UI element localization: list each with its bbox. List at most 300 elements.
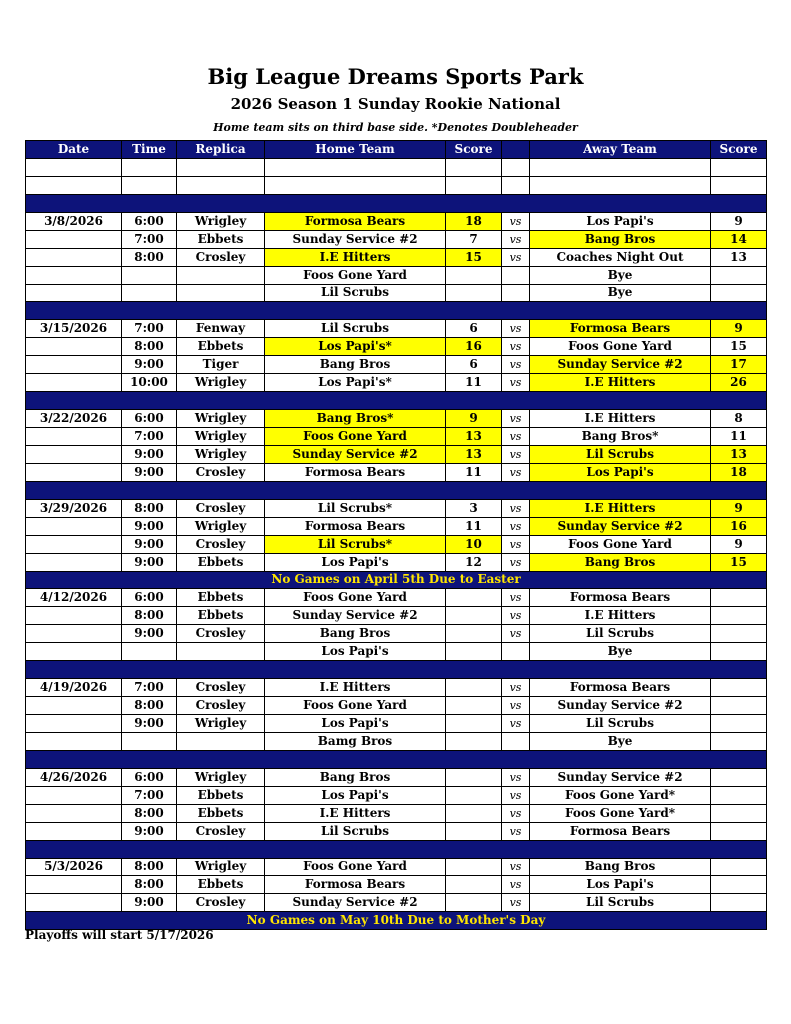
home-team-cell: Los Papi's bbox=[265, 715, 446, 733]
home-team-cell: Los Papi's* bbox=[265, 374, 446, 392]
away-score-cell bbox=[711, 715, 767, 733]
date-cell bbox=[26, 266, 122, 284]
away-team-cell: Bang Bros bbox=[530, 553, 711, 571]
home-score-cell bbox=[446, 732, 502, 750]
away-score-cell bbox=[711, 625, 767, 643]
col-header-away-team: Away Team bbox=[530, 141, 711, 159]
empty-cell bbox=[502, 158, 530, 176]
game-row bbox=[26, 715, 767, 733]
home-score-cell: 9 bbox=[446, 410, 502, 428]
game-row bbox=[26, 266, 767, 284]
home-score-cell: 18 bbox=[446, 212, 502, 230]
replica-cell: Crosley bbox=[177, 822, 265, 840]
away-team-cell: I.E Hitters bbox=[530, 410, 711, 428]
away-score-cell: 8 bbox=[711, 410, 767, 428]
away-score-cell bbox=[711, 894, 767, 912]
time-cell: 8:00 bbox=[122, 804, 177, 822]
away-score-cell: 18 bbox=[711, 463, 767, 481]
away-team-cell: Bye bbox=[530, 643, 711, 661]
date-cell: 5/3/2026 bbox=[26, 858, 122, 876]
home-team-cell: Formosa Bears bbox=[265, 212, 446, 230]
time-cell: 7:00 bbox=[122, 320, 177, 338]
home-team-cell: Sunday Service #2 bbox=[265, 607, 446, 625]
vs-cell: vs bbox=[502, 607, 530, 625]
home-score-cell bbox=[446, 822, 502, 840]
replica-cell: Ebbets bbox=[177, 786, 265, 804]
no-games-note: No Games on May 10th Due to Mother's Day bbox=[26, 912, 767, 930]
away-team-cell: Foos Gone Yard* bbox=[530, 786, 711, 804]
date-cell: 4/12/2026 bbox=[26, 589, 122, 607]
date-cell bbox=[26, 338, 122, 356]
away-team-cell: Foos Gone Yard* bbox=[530, 804, 711, 822]
game-row bbox=[26, 410, 767, 428]
replica-cell bbox=[177, 732, 265, 750]
home-team-cell: Formosa Bears bbox=[265, 463, 446, 481]
col-header-away-score: Score bbox=[711, 141, 767, 159]
replica-cell: Wrigley bbox=[177, 768, 265, 786]
date-cell bbox=[26, 607, 122, 625]
replica-cell: Crosley bbox=[177, 894, 265, 912]
away-score-cell bbox=[711, 284, 767, 302]
away-score-cell bbox=[711, 822, 767, 840]
replica-cell: Wrigley bbox=[177, 374, 265, 392]
time-cell: 9:00 bbox=[122, 445, 177, 463]
col-header-date: Date bbox=[26, 141, 122, 159]
time-cell: 8:00 bbox=[122, 338, 177, 356]
time-cell: 10:00 bbox=[122, 374, 177, 392]
replica-cell: Fenway bbox=[177, 320, 265, 338]
away-score-cell: 9 bbox=[711, 499, 767, 517]
away-score-cell bbox=[711, 858, 767, 876]
game-row bbox=[26, 338, 767, 356]
date-cell bbox=[26, 428, 122, 446]
date-cell: 3/29/2026 bbox=[26, 499, 122, 517]
no-games-note-row bbox=[26, 571, 767, 589]
vs-cell: vs bbox=[502, 804, 530, 822]
home-score-cell bbox=[446, 697, 502, 715]
home-score-cell: 6 bbox=[446, 320, 502, 338]
vs-cell: vs bbox=[502, 679, 530, 697]
away-score-cell: 11 bbox=[711, 428, 767, 446]
away-team-cell: Formosa Bears bbox=[530, 589, 711, 607]
vs-cell bbox=[502, 266, 530, 284]
home-team-cell: Foos Gone Yard bbox=[265, 858, 446, 876]
vs-cell: vs bbox=[502, 445, 530, 463]
replica-cell: Wrigley bbox=[177, 428, 265, 446]
home-score-cell: 13 bbox=[446, 428, 502, 446]
time-cell bbox=[122, 643, 177, 661]
schedule-table bbox=[25, 140, 767, 930]
away-team-cell: Los Papi's bbox=[530, 463, 711, 481]
home-score-cell bbox=[446, 607, 502, 625]
blank-row bbox=[26, 158, 767, 176]
away-score-cell: 13 bbox=[711, 248, 767, 266]
replica-cell bbox=[177, 643, 265, 661]
away-score-cell: 15 bbox=[711, 338, 767, 356]
date-cell bbox=[26, 732, 122, 750]
time-cell: 6:00 bbox=[122, 212, 177, 230]
home-team-cell: I.E Hitters bbox=[265, 248, 446, 266]
time-cell bbox=[122, 266, 177, 284]
home-score-cell: 12 bbox=[446, 553, 502, 571]
home-team-cell: Bang Bros bbox=[265, 356, 446, 374]
replica-cell: Ebbets bbox=[177, 804, 265, 822]
away-team-cell: Lil Scrubs bbox=[530, 445, 711, 463]
away-team-cell: Formosa Bears bbox=[530, 320, 711, 338]
vs-cell: vs bbox=[502, 320, 530, 338]
game-row bbox=[26, 230, 767, 248]
away-score-cell bbox=[711, 607, 767, 625]
replica-cell: Crosley bbox=[177, 535, 265, 553]
home-score-cell bbox=[446, 589, 502, 607]
home-team-cell: Bang Bros bbox=[265, 625, 446, 643]
game-row bbox=[26, 248, 767, 266]
home-team-cell: Lil Scrubs bbox=[265, 284, 446, 302]
empty-cell bbox=[265, 176, 446, 194]
empty-cell bbox=[122, 176, 177, 194]
away-team-cell: Lil Scrubs bbox=[530, 894, 711, 912]
empty-cell bbox=[122, 158, 177, 176]
col-header-replica: Replica bbox=[177, 141, 265, 159]
week-separator-row bbox=[26, 392, 767, 410]
game-row bbox=[26, 428, 767, 446]
game-row bbox=[26, 894, 767, 912]
time-cell: 9:00 bbox=[122, 356, 177, 374]
replica-cell: Crosley bbox=[177, 248, 265, 266]
time-cell: 8:00 bbox=[122, 248, 177, 266]
vs-cell: vs bbox=[502, 338, 530, 356]
replica-cell: Crosley bbox=[177, 499, 265, 517]
away-team-cell: Sunday Service #2 bbox=[530, 697, 711, 715]
home-score-cell bbox=[446, 876, 502, 894]
game-row bbox=[26, 499, 767, 517]
replica-cell: Crosley bbox=[177, 697, 265, 715]
time-cell: 8:00 bbox=[122, 607, 177, 625]
time-cell: 7:00 bbox=[122, 679, 177, 697]
replica-cell: Ebbets bbox=[177, 553, 265, 571]
date-cell bbox=[26, 697, 122, 715]
away-score-cell bbox=[711, 266, 767, 284]
away-team-cell: I.E Hitters bbox=[530, 607, 711, 625]
away-team-cell: I.E Hitters bbox=[530, 499, 711, 517]
vs-cell: vs bbox=[502, 212, 530, 230]
game-row bbox=[26, 786, 767, 804]
time-cell: 6:00 bbox=[122, 768, 177, 786]
separator-cell bbox=[26, 750, 767, 768]
game-row bbox=[26, 625, 767, 643]
vs-cell: vs bbox=[502, 553, 530, 571]
game-row bbox=[26, 607, 767, 625]
home-score-cell bbox=[446, 715, 502, 733]
away-score-cell: 9 bbox=[711, 320, 767, 338]
home-score-cell: 3 bbox=[446, 499, 502, 517]
home-team-cell: Bamg Bros bbox=[265, 732, 446, 750]
game-row bbox=[26, 822, 767, 840]
away-score-cell: 17 bbox=[711, 356, 767, 374]
home-team-cell: Los Papi's* bbox=[265, 338, 446, 356]
blank-row bbox=[26, 176, 767, 194]
date-cell bbox=[26, 553, 122, 571]
home-score-cell bbox=[446, 266, 502, 284]
away-team-cell: Bang Bros bbox=[530, 230, 711, 248]
away-score-cell: 13 bbox=[711, 445, 767, 463]
home-score-cell bbox=[446, 894, 502, 912]
col-header-home-score: Score bbox=[446, 141, 502, 159]
game-row bbox=[26, 858, 767, 876]
date-cell: 3/22/2026 bbox=[26, 410, 122, 428]
time-cell: 9:00 bbox=[122, 625, 177, 643]
header-row bbox=[26, 141, 767, 159]
away-score-cell: 9 bbox=[711, 535, 767, 553]
empty-cell bbox=[177, 176, 265, 194]
home-team-cell: Bang Bros bbox=[265, 768, 446, 786]
empty-cell bbox=[530, 176, 711, 194]
time-cell: 9:00 bbox=[122, 822, 177, 840]
replica-cell: Crosley bbox=[177, 625, 265, 643]
date-cell bbox=[26, 248, 122, 266]
away-team-cell: Lil Scrubs bbox=[530, 625, 711, 643]
home-team-cell: Foos Gone Yard bbox=[265, 428, 446, 446]
vs-cell: vs bbox=[502, 535, 530, 553]
home-score-cell: 6 bbox=[446, 356, 502, 374]
vs-cell: vs bbox=[502, 786, 530, 804]
replica-cell: Wrigley bbox=[177, 517, 265, 535]
away-score-cell bbox=[711, 697, 767, 715]
date-cell bbox=[26, 894, 122, 912]
game-row bbox=[26, 804, 767, 822]
home-team-cell: Lil Scrubs* bbox=[265, 535, 446, 553]
separator-cell bbox=[26, 481, 767, 499]
vs-cell: vs bbox=[502, 517, 530, 535]
replica-cell: Ebbets bbox=[177, 230, 265, 248]
replica-cell bbox=[177, 284, 265, 302]
page-subtitle: 2026 Season 1 Sunday Rookie National bbox=[230, 95, 561, 113]
away-score-cell bbox=[711, 732, 767, 750]
away-score-cell bbox=[711, 643, 767, 661]
home-score-cell: 13 bbox=[446, 445, 502, 463]
home-team-cell: Lil Scrubs bbox=[265, 822, 446, 840]
replica-cell: Crosley bbox=[177, 463, 265, 481]
game-row bbox=[26, 445, 767, 463]
vs-cell: vs bbox=[502, 858, 530, 876]
date-cell bbox=[26, 786, 122, 804]
vs-cell: vs bbox=[502, 715, 530, 733]
game-row bbox=[26, 356, 767, 374]
date-cell bbox=[26, 643, 122, 661]
time-cell bbox=[122, 284, 177, 302]
home-team-cell: Lil Scrubs bbox=[265, 320, 446, 338]
vs-cell bbox=[502, 643, 530, 661]
vs-cell: vs bbox=[502, 625, 530, 643]
home-score-cell bbox=[446, 284, 502, 302]
away-team-cell: Sunday Service #2 bbox=[530, 356, 711, 374]
empty-cell bbox=[711, 158, 767, 176]
home-team-cell: Los Papi's bbox=[265, 553, 446, 571]
schedule-body bbox=[26, 158, 767, 929]
date-cell bbox=[26, 374, 122, 392]
home-score-cell: 11 bbox=[446, 463, 502, 481]
home-team-cell: Formosa Bears bbox=[265, 876, 446, 894]
home-score-cell bbox=[446, 679, 502, 697]
away-team-cell: Bang Bros bbox=[530, 858, 711, 876]
replica-cell bbox=[177, 266, 265, 284]
game-row bbox=[26, 535, 767, 553]
away-score-cell bbox=[711, 589, 767, 607]
date-cell: 3/15/2026 bbox=[26, 320, 122, 338]
col-header-time: Time bbox=[122, 141, 177, 159]
away-score-cell: 14 bbox=[711, 230, 767, 248]
away-team-cell: Foos Gone Yard bbox=[530, 535, 711, 553]
time-cell: 9:00 bbox=[122, 553, 177, 571]
separator-cell bbox=[26, 302, 767, 320]
away-score-cell bbox=[711, 679, 767, 697]
vs-cell: vs bbox=[502, 230, 530, 248]
week-separator-row bbox=[26, 661, 767, 679]
away-team-cell: Los Papi's bbox=[530, 212, 711, 230]
time-cell: 9:00 bbox=[122, 517, 177, 535]
away-score-cell: 26 bbox=[711, 374, 767, 392]
game-row bbox=[26, 212, 767, 230]
time-cell: 8:00 bbox=[122, 697, 177, 715]
away-team-cell: Bye bbox=[530, 732, 711, 750]
away-team-cell: Sunday Service #2 bbox=[530, 517, 711, 535]
replica-cell: Ebbets bbox=[177, 338, 265, 356]
game-row bbox=[26, 643, 767, 661]
date-cell bbox=[26, 230, 122, 248]
away-team-cell: Formosa Bears bbox=[530, 822, 711, 840]
home-score-cell: 11 bbox=[446, 517, 502, 535]
game-row bbox=[26, 679, 767, 697]
vs-cell: vs bbox=[502, 822, 530, 840]
away-team-cell: Bye bbox=[530, 266, 711, 284]
empty-cell bbox=[446, 176, 502, 194]
date-cell bbox=[26, 715, 122, 733]
vs-cell: vs bbox=[502, 499, 530, 517]
home-score-cell: 11 bbox=[446, 374, 502, 392]
date-cell: 4/26/2026 bbox=[26, 768, 122, 786]
week-separator-row bbox=[26, 840, 767, 858]
date-cell bbox=[26, 804, 122, 822]
vs-cell: vs bbox=[502, 589, 530, 607]
away-score-cell bbox=[711, 876, 767, 894]
separator-cell bbox=[26, 194, 767, 212]
away-team-cell: Coaches Night Out bbox=[530, 248, 711, 266]
separator-cell bbox=[26, 840, 767, 858]
home-team-cell: I.E Hitters bbox=[265, 679, 446, 697]
home-score-cell bbox=[446, 858, 502, 876]
date-cell bbox=[26, 517, 122, 535]
no-games-note: No Games on April 5th Due to Easter bbox=[26, 571, 767, 589]
header-note: Home team sits on third base side. *Denotes Doubleheader bbox=[213, 121, 578, 134]
time-cell bbox=[122, 732, 177, 750]
game-row bbox=[26, 589, 767, 607]
vs-cell: vs bbox=[502, 697, 530, 715]
home-score-cell bbox=[446, 786, 502, 804]
time-cell: 9:00 bbox=[122, 535, 177, 553]
game-row bbox=[26, 768, 767, 786]
home-team-cell: Los Papi's bbox=[265, 786, 446, 804]
home-score-cell bbox=[446, 625, 502, 643]
time-cell: 9:00 bbox=[122, 463, 177, 481]
time-cell: 7:00 bbox=[122, 230, 177, 248]
vs-cell: vs bbox=[502, 374, 530, 392]
empty-cell bbox=[711, 176, 767, 194]
empty-cell bbox=[446, 158, 502, 176]
vs-cell bbox=[502, 732, 530, 750]
home-team-cell: Bang Bros* bbox=[265, 410, 446, 428]
vs-cell: vs bbox=[502, 248, 530, 266]
game-row bbox=[26, 876, 767, 894]
home-team-cell: Lil Scrubs* bbox=[265, 499, 446, 517]
game-row bbox=[26, 284, 767, 302]
vs-cell: vs bbox=[502, 356, 530, 374]
game-row bbox=[26, 553, 767, 571]
date-cell bbox=[26, 535, 122, 553]
away-score-cell: 15 bbox=[711, 553, 767, 571]
page-title: Big League Dreams Sports Park bbox=[207, 64, 584, 89]
home-team-cell: Foos Gone Yard bbox=[265, 697, 446, 715]
home-team-cell: Formosa Bears bbox=[265, 517, 446, 535]
replica-cell: Ebbets bbox=[177, 607, 265, 625]
home-score-cell bbox=[446, 804, 502, 822]
time-cell: 9:00 bbox=[122, 715, 177, 733]
week-separator-row bbox=[26, 750, 767, 768]
vs-cell: vs bbox=[502, 428, 530, 446]
date-cell bbox=[26, 356, 122, 374]
empty-cell bbox=[26, 176, 122, 194]
col-header-home-team: Home Team bbox=[265, 141, 446, 159]
time-cell: 8:00 bbox=[122, 876, 177, 894]
away-team-cell: Formosa Bears bbox=[530, 679, 711, 697]
empty-cell bbox=[265, 158, 446, 176]
separator-cell bbox=[26, 392, 767, 410]
away-score-cell: 16 bbox=[711, 517, 767, 535]
away-team-cell: Bye bbox=[530, 284, 711, 302]
empty-cell bbox=[26, 158, 122, 176]
vs-cell: vs bbox=[502, 768, 530, 786]
away-team-cell: Sunday Service #2 bbox=[530, 768, 711, 786]
playoffs-note: Playoffs will start 5/17/2026 bbox=[25, 928, 214, 942]
vs-cell: vs bbox=[502, 876, 530, 894]
replica-cell: Wrigley bbox=[177, 410, 265, 428]
home-team-cell: Los Papi's bbox=[265, 643, 446, 661]
home-team-cell: Sunday Service #2 bbox=[265, 894, 446, 912]
replica-cell: Wrigley bbox=[177, 212, 265, 230]
home-score-cell bbox=[446, 643, 502, 661]
vs-cell bbox=[502, 284, 530, 302]
time-cell: 6:00 bbox=[122, 589, 177, 607]
home-score-cell: 7 bbox=[446, 230, 502, 248]
week-separator-row bbox=[26, 194, 767, 212]
away-team-cell: Los Papi's bbox=[530, 876, 711, 894]
empty-cell bbox=[177, 158, 265, 176]
replica-cell: Ebbets bbox=[177, 876, 265, 894]
game-row bbox=[26, 732, 767, 750]
game-row bbox=[26, 374, 767, 392]
time-cell: 9:00 bbox=[122, 894, 177, 912]
date-cell bbox=[26, 445, 122, 463]
game-row bbox=[26, 463, 767, 481]
week-separator-row bbox=[26, 302, 767, 320]
time-cell: 7:00 bbox=[122, 428, 177, 446]
vs-cell: vs bbox=[502, 894, 530, 912]
away-score-cell bbox=[711, 786, 767, 804]
home-team-cell: Sunday Service #2 bbox=[265, 230, 446, 248]
replica-cell: Crosley bbox=[177, 679, 265, 697]
week-separator-row bbox=[26, 481, 767, 499]
home-score-cell: 16 bbox=[446, 338, 502, 356]
empty-cell bbox=[502, 176, 530, 194]
